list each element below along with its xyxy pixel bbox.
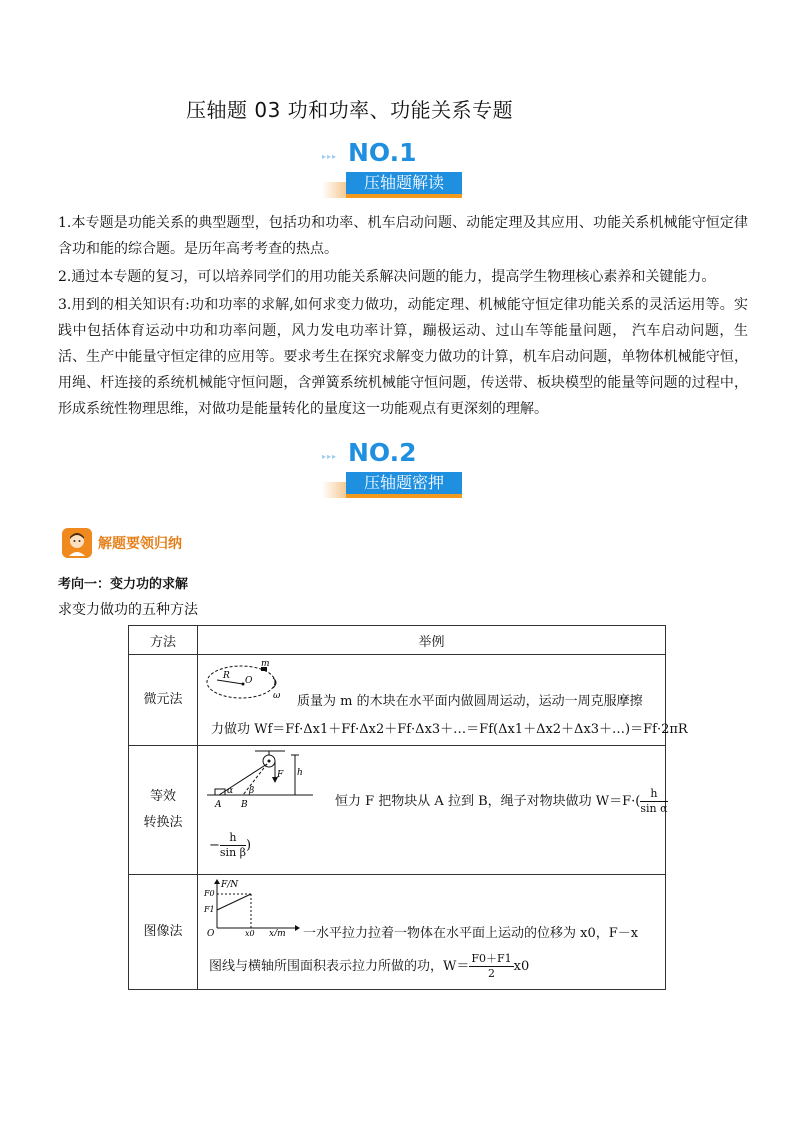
method-cell [129, 746, 198, 875]
label-f1: F1 [204, 905, 215, 914]
minus-sign: − [209, 838, 220, 853]
method-cell: 微元法 [129, 655, 198, 746]
bar-fade [322, 482, 348, 498]
fraction-f0-plus-f1 [469, 952, 513, 981]
section-bar [322, 472, 462, 498]
circular-motion-figure [203, 658, 287, 704]
x0-term: x0 [513, 959, 530, 974]
intro-paragraph-1: 1.本专题是功能关系的典型题型，包括功和功率、机车启动问题、动能定理及其应用、功能关系机械能守恒定律含功和能的综合题。是历年高考考查的热点。 [58, 215, 748, 257]
guide-heading [62, 528, 222, 558]
method-line1: 等效 [149, 789, 176, 804]
section-badge-1 [322, 138, 472, 204]
section-number: NO.2 [348, 438, 417, 467]
label-a: A [215, 800, 222, 810]
label-fn: F/N [221, 880, 239, 890]
force-displacement-graph [203, 878, 301, 936]
label-b: B [241, 800, 248, 810]
example-text-line2 [209, 952, 529, 981]
example-cell [198, 746, 666, 875]
close-paren: ) [246, 838, 252, 853]
example-text-line1 [335, 787, 668, 816]
section-label: 压轴题解读 [346, 172, 462, 198]
table-caption: 求变力做功的五种方法 [58, 602, 198, 618]
label-omega: ω [273, 691, 281, 701]
frac-den: sin β [219, 846, 247, 859]
bar-fade [322, 182, 348, 198]
table-row [129, 875, 666, 990]
section-label: 压轴题密押 [346, 472, 462, 498]
example-text: 恒力 F 把物块从 A 拉到 B，绳子对物块做功 W＝F·( [335, 794, 641, 809]
teacher-avatar-icon [62, 528, 92, 558]
label-f: F [277, 770, 284, 780]
label-m: m [261, 659, 270, 669]
frac-den: sin α [640, 802, 668, 815]
frac-den: 2 [488, 967, 495, 980]
header-example: 举例 [198, 626, 666, 655]
frac-num: h [220, 831, 246, 846]
example-text-line2 [209, 831, 251, 860]
frac-num: F0＋F1 [471, 952, 512, 965]
label-r: R [223, 671, 230, 681]
example-text-line1: 一水平拉力拉着一物体在水平面上运动的位移为 x0，F－x [303, 926, 639, 941]
example-text-line2: 力做功 Wf＝Ff·Δx1＋Ff·Δx2＋Ff·Δx3＋…＝Ff(Δx1＋Δx2＋Δx3＋…)＝Ff·2πR [211, 722, 688, 737]
page-title: 压轴题 03 功和功率、功能关系专题 [186, 98, 514, 122]
label-h: h [297, 768, 303, 778]
pulley-figure [205, 749, 317, 811]
label-alpha: α [227, 786, 234, 796]
label-beta: β [249, 786, 255, 796]
arrow-dots-icon: ▸▸▸ [322, 452, 338, 461]
guide-label: 解题要领归纳 [98, 536, 182, 552]
intro-paragraph-3: 3.用到的相关知识有:功和功率的求解,如何求变力做功，动能定理、机械能守恒定律功能关系的灵活运用等。实践中包括体育运动中功和功率问题，风力发电功率计算，蹦极运动、过山车等能量问题， 汽车启动问题，生活、生产中能量守恒定律的应用等。要求考生在探究求解变力做功的计算，机车启动问题，单物体机械能守恒，用绳、杆连接的系统机械能守恒问题，含弹簧系统机械能守恒问题，传送带、板块模型的能量等问题的过程中，形成系统性物理思维，对做功是能量转化的量度这一功能观点有更深刻的理解。 [58, 297, 748, 417]
label-f0: F0 [204, 889, 215, 898]
table-row [129, 746, 666, 875]
example-cell [198, 655, 688, 746]
label-x0: x0 [245, 929, 255, 936]
label-xm: x/m [269, 929, 286, 936]
table-row [129, 655, 666, 746]
frac-num: h [640, 787, 667, 802]
example-cell [198, 875, 666, 990]
label-origin: O [207, 929, 215, 936]
fraction-h-sin-beta [220, 831, 246, 860]
kaoxiang-heading: 考向一：变力功的求解 [58, 577, 189, 592]
section-number: NO.1 [348, 138, 417, 167]
header-method: 方法 [129, 626, 198, 655]
example-text-line1: 质量为 m 的木块在水平面内做圆周运动，运动一周克服摩擦 [297, 694, 643, 709]
label-o: O [245, 676, 253, 686]
example-text: 图线与横轴所围面积表示拉力所做的功，W＝ [209, 959, 470, 974]
fraction-h-sin-alpha [640, 787, 667, 816]
methods-table [128, 625, 688, 990]
arrow-dots-icon: ▸▸▸ [322, 152, 338, 161]
section-badge-2 [322, 438, 472, 504]
intro-paragraph-2: 2.通过本专题的复习，可以培养同学们的用功能关系解决问题的能力，提高学生物理核心素养和关键能力。 [58, 269, 716, 285]
method-line2: 转换法 [143, 815, 183, 830]
section-bar [322, 172, 462, 198]
method-cell: 图像法 [129, 875, 198, 990]
table-header-row [129, 626, 666, 655]
